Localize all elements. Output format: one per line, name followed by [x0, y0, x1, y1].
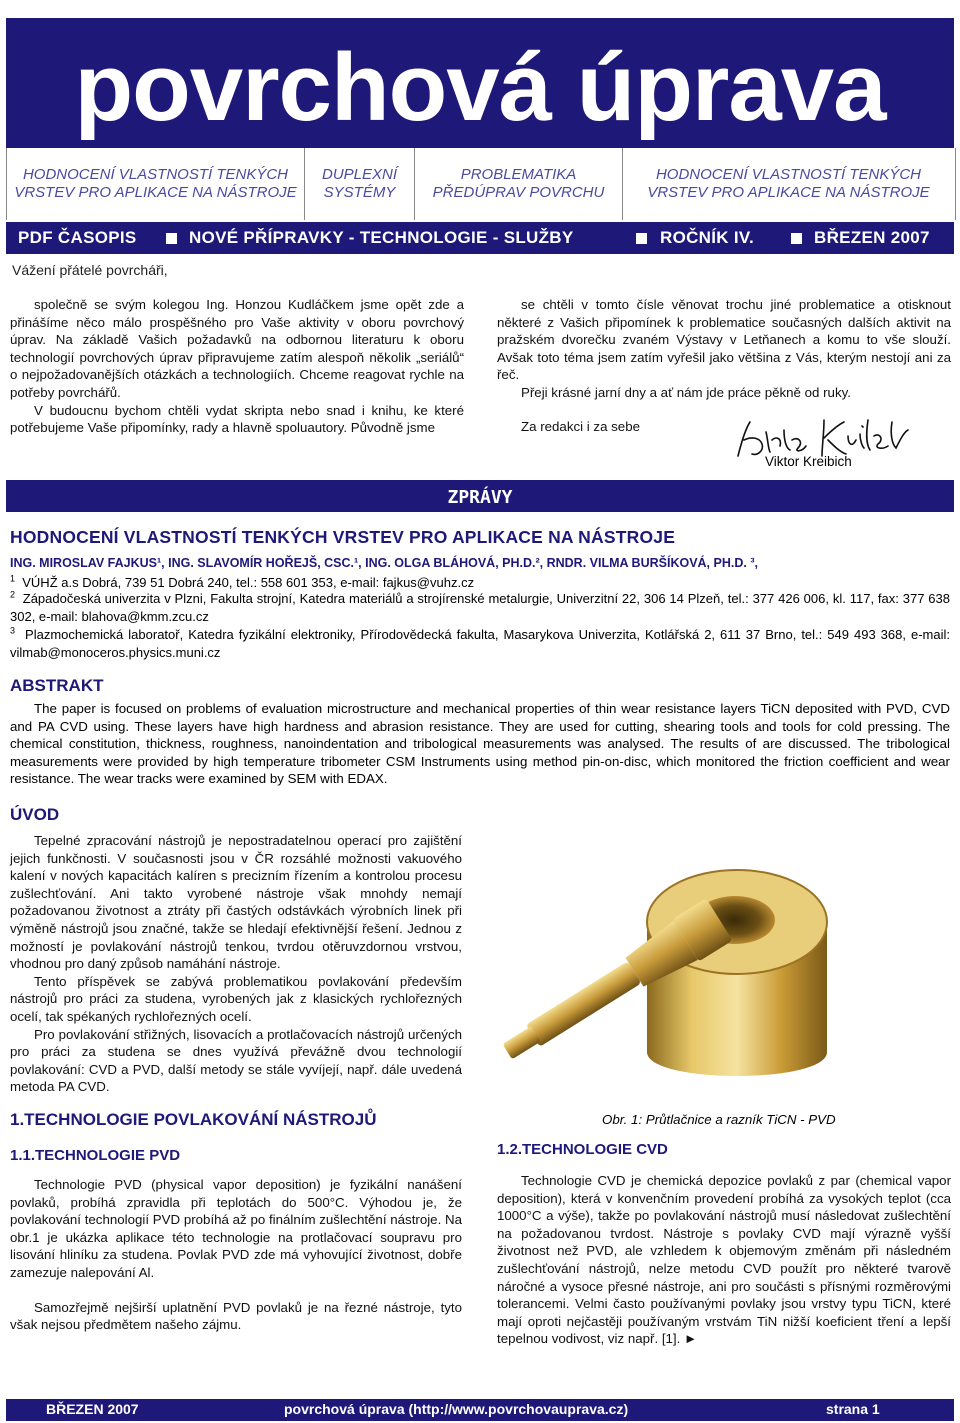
topic-4[interactable]: HODNOCENÍ VLASTNOSTÍ TENKÝCH VRSTEV PRO APLIKACE NA NÁSTROJE: [647, 166, 930, 201]
affiliation-3: [10, 626, 950, 662]
magazine-title: povrchová úprava: [74, 34, 886, 141]
square-bullet-icon: [636, 233, 647, 244]
intro-paragraph: Tepelné zpracování nástrojů je nepostradatelnou operací pro zajištění jejich funkčnosti. V současnosti jsou v ČR rozsáhlé možnosti vakuového kalení v nových kapacitách kalíren s precizním řízením a kontrolou procesu zušlechťování. Ani takto vyrobené nástroje však mnohdy nemají požadovanou životnost a ztráty při častých odstávkách výrobních linek při výměně nástrojů jsou značné, takže se hledají efektivnější řešení. Jednou z možností je povlakování nástrojů tenkou, tvrdou otěruvzdornou vrstvou, vhodnou pro daný způsob namáhání nástroje.: [10, 833, 462, 972]
section-1-heading: 1.TECHNOLOGIE POVLAKOVÁNÍ NÁSTROJŮ: [10, 1110, 377, 1129]
news-section-bar: [6, 480, 954, 512]
bar-volume: ROČNÍK IV.: [660, 228, 755, 247]
topic-3[interactable]: PROBLEMATIKA PŘEDÚPRAV POVRCHU: [415, 148, 623, 220]
affiliation-2: [10, 590, 950, 626]
editorial-paragraph: Přeji krásné jarní dny a ať nám jde práce pěkně od ruky.: [521, 384, 851, 400]
bar-issue-date: BŘEZEN 2007: [814, 228, 930, 247]
footer-site-link[interactable]: povrchová úprava (http://www.povrchovauprava.cz): [284, 1401, 629, 1417]
cvd-paragraph: Technologie CVD je chemická depozice povlaků z par (chemical vapor deposition), která v konvenčním provedení probíhá za vysokých teplot (cca 1000°C a výše), takže po povlakování nástrojů musí následovat zušlechtění na požadovanou tvrdost. Nástroje s povlaky CVD mají výrazně vyšší životnost než PVD, ale vzhledem k objemovým změnám při následném zušlechťování nástrojů, nelze metodu CVD použít pro některé tvarově náročné a vysoce přesné nástroje, ani pro součásti s přísnými rozměrovými tolerancemi. Velmi často používanými povlaky jsou vrstvy typu TiCN, které mají oproti nejčastěji používaným vrstvám TiN nižší koeficient tření a lepší tepelnou vodivost, viz např. [1]. ►: [497, 1173, 951, 1347]
abstract-text: [10, 700, 950, 788]
intro-heading: ÚVOD: [10, 805, 60, 824]
pvd-paragraph: Samozřejmě nejširší uplatnění PVD povlaků je na řezné nástroje, tyto však nejsou předmětem našeho zájmu.: [10, 1299, 462, 1333]
topic-2[interactable]: DUPLEXNÍ SYSTÉMY: [305, 148, 415, 220]
intro-column: [10, 832, 462, 1096]
bar-products: NOVÉ PŘÍPRAVKY - TECHNOLOGIE - SLUŽBY: [189, 228, 574, 247]
affiliation-number: 3: [10, 625, 16, 636]
section-1-2-heading: 1.2.TECHNOLOGIE CVD: [497, 1141, 668, 1158]
pvd-paragraph: Technologie PVD (physical vapor deposition) je fyzikální nanášení povlaků, probíhá zpravidla při teplotách do 500°C. Výhodou je, že povlakování technologií PVD probíhá až po finálním zušlechtění nástroje. Na obr.1 je ukázka aplikace této technologie na protlačovací soupravu pro lisování hliníku za studena. Povlak PVD zde má vyhovující životnost, dobře zamezuje nalepování Al.: [10, 1177, 462, 1280]
affiliation-text: VÚHŽ a.s Dobrá, 739 51 Dobrá 240, tel.: 558 601 353, e-mail: fajkus@vuhz.cz: [22, 575, 475, 590]
editorial-signer: Viktor Kreibich: [765, 454, 852, 469]
section-1-1-heading: 1.1.TECHNOLOGIE PVD: [10, 1147, 181, 1164]
editorial-closing: Za redakci i za sebe: [521, 418, 640, 434]
footer-date: BŘEZEN 2007: [46, 1401, 139, 1417]
abstract-heading: ABSTRAKT: [10, 676, 104, 695]
editorial-paragraph: V budoucnu bychom chtěli vydat skripta nebo snad i knihu, ke které potřebujeme Vaše připomínky, rady a hlavně spoluautory. Původně jsme: [10, 402, 464, 436]
square-bullet-icon: [166, 233, 177, 244]
editorial-paragraph: společně se svým kolegou Ing. Honzou Kudláčkem jsme opět zde a přinášíme něco málo prospěšného pro Vaše aktivity v oboru povrchový úprav. Na základě Vašich požadavků na odbornou literaturu k oboru technologií povrchových úprav připravujeme zatím alespoň několik „seriálů“ o nejpožadovanějších otázkách a technologiích. Chceme reagovat rychle na potřeby povrchářů.: [10, 297, 464, 400]
article-title: HODNOCENÍ VLASTNOSTÍ TENKÝCH VRSTEV PRO APLIKACE NA NÁSTROJE: [10, 527, 676, 547]
affiliation-text: Plazmochemická laboratoř, Katedra fyzikální elektroniky, Přírodovědecká fakulta, Masarykova Univerzita, Kotlářská 2, 611 37 Brno, tel.: 549 493 368, e-mail: vilmab@monoceros.physics.muni.cz: [10, 627, 950, 660]
affiliation-number: 2: [10, 589, 16, 600]
intro-paragraph: Tento příspěvek se zabývá problematikou povlakování především nástrojů pro práci za studena, vyrobených jak z klasických rychlořezných ocelí, tak spékaných rychlořezných ocelí.: [10, 973, 462, 1024]
pvd-column: [10, 1176, 462, 1334]
footer-bar: [6, 1399, 954, 1421]
editorial-greeting: Vážení přátelé povrcháři,: [12, 262, 168, 278]
topic-strip: [6, 148, 956, 220]
news-label: ZPRÁVY: [447, 487, 513, 508]
editorial-paragraph: se chtěli v tomto čísle věnovat trochu jiné problematice a otisknout některé z Vašich připomínek k problematice současných dalších aktivit na pražském dvorečku zvaném Výstavy v Letňanech a komu to vše slouží. Avšak toto téma jsem zatím vyřešil jako většina z Vás, kterým nestojí ani za řeč.: [497, 297, 951, 383]
masthead: [6, 18, 954, 148]
cvd-column: [497, 1172, 951, 1348]
bar-pdf-magazine: PDF ČASOPIS: [18, 228, 137, 247]
abstract-paragraph: The paper is focused on problems of evaluation microstructure and mechanical properties of thin wear resistance layers TiCN deposited with PVD, CVD and PA CVD using. These layers have high hardness and abrasion resistance. They are used for cutting, shearing tools and tools for cold pressing. The chemical constitution, thickness, roughness, nanoindentation and tribological measurements was analysed. The results of are discussed. The tribological measurements were provided by high temperature tribometer CSM Instruments using method pin-on-disc, which monitored the friction coefficient and wear resistance. The wear tracks were examined by SEM with EDAX.: [10, 701, 950, 787]
topic-1[interactable]: HODNOCENÍ VLASTNOSTÍ TENKÝCH VRSTEV PRO APLIKACE NA NÁSTROJE: [7, 148, 305, 220]
intro-paragraph: Pro povlakování střižných, lisovacích a protlačovacích nástrojů určených pro práci za studena se dnes využívá převážně dvou technologií povlakování: CVD a PVD, další metody se stále vyvíjejí, např. dále uvedená metoda PA CVD.: [10, 1026, 462, 1095]
editorial-left-column: [10, 296, 464, 437]
square-bullet-icon: [791, 233, 802, 244]
photo-caption: Obr. 1: Průtlačnice a razník TiCN - PVD: [602, 1112, 836, 1127]
article-authors: ING. MIROSLAV FAJKUS¹, ING. SLAVOMÍR HOŘEJŠ, CSC.¹, ING. OLGA BLÁHOVÁ, PH.D.², RNDR. VILMA BURŠÍKOVÁ, PH.D. ³,: [10, 556, 758, 570]
issue-bar: [6, 222, 954, 254]
affiliation-text: Západočeská univerzita v Plzni, Fakulta strojní, Katedra materiálů a strojírenské metalurgie, Univerzitní 22, 306 14 Plzeň, tel.: 377 426 006, kl. 117, fax: 377 638 302, e-mail: blahova@kmm.zcu.cz: [10, 591, 950, 624]
photo-punch-and-die: [497, 832, 875, 1104]
affiliation-number: 1: [10, 573, 16, 584]
footer-page-number: strana 1: [826, 1401, 880, 1417]
